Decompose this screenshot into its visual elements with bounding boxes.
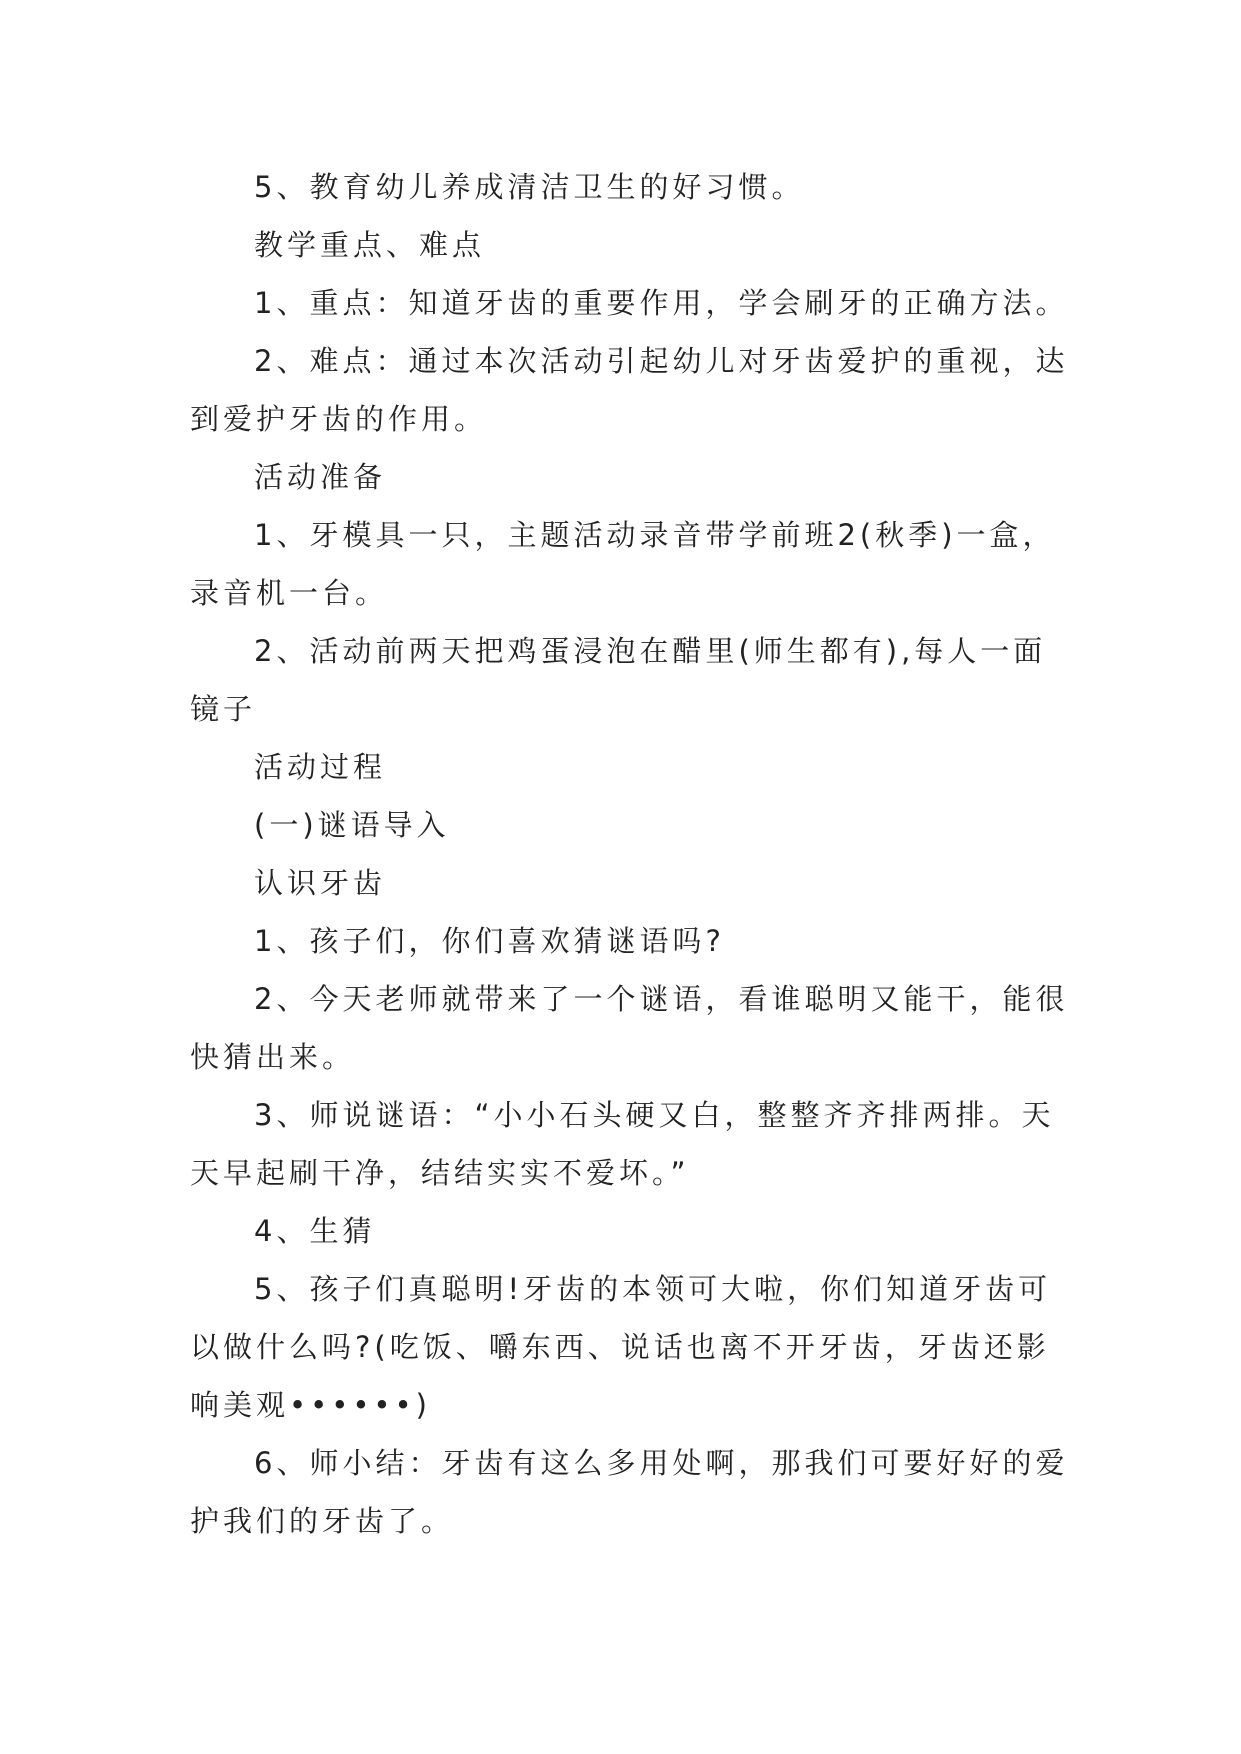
- paragraph-goal-5: 5、教育幼儿养成清洁卫生的好习惯。: [254, 170, 805, 204]
- document-body: [190, 158, 1070, 1550]
- paragraph-process-5: 5、孩子们真聪明!牙齿的本领可大啦，你们知道牙齿可以做什么吗?(吃饭、嚼东西、说话也离不开牙齿，牙齿还影响美观••••••): [190, 1272, 1052, 1422]
- heading-preparation: 活动准备: [254, 460, 387, 494]
- paragraph-process-2: 2、今天老师就带来了一个谜语，看谁聪明又能干，能很快猜出来。: [190, 982, 1069, 1074]
- subheading-riddle-intro: (一)谜语导入: [254, 808, 450, 842]
- paragraph-process-1: 1、孩子们，你们喜欢猜谜语吗?: [254, 924, 725, 958]
- subheading-know-teeth: 认识牙齿: [254, 866, 387, 900]
- paragraph-process-3: 3、师说谜语：“小小石头硬又白，整整齐齐排两排。天天早起刷干净，结结实实不爱坏。”: [190, 1098, 1055, 1190]
- paragraph-key-point-2: 2、难点：通过本次活动引起幼儿对牙齿爱护的重视，达到爱护牙齿的作用。: [190, 344, 1069, 436]
- paragraph-key-point-1: 1、重点：知道牙齿的重要作用，学会刷牙的正确方法。: [254, 286, 1069, 320]
- heading-process: 活动过程: [254, 750, 387, 784]
- paragraph-preparation-2: 2、活动前两天把鸡蛋浸泡在醋里(师生都有),每人一面镜子: [190, 634, 1047, 726]
- paragraph-process-4: 4、生猜: [254, 1214, 376, 1248]
- paragraph-preparation-1: 1、牙模具一只，主题活动录音带学前班2(秋季)一盒，录音机一台。: [190, 518, 1056, 610]
- paragraph-process-6: 6、师小结：牙齿有这么多用处啊，那我们可要好好的爱护我们的牙齿了。: [190, 1446, 1069, 1538]
- heading-key-points: 教学重点、难点: [254, 228, 486, 262]
